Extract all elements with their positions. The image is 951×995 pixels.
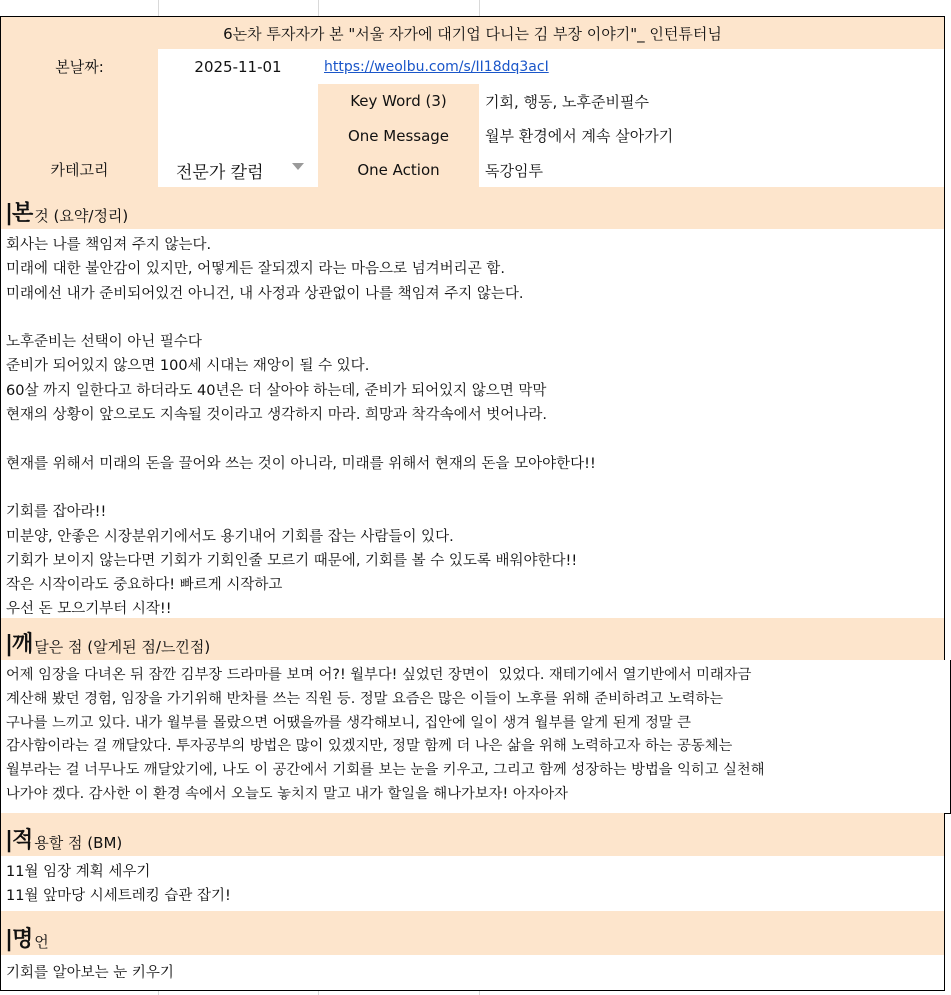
section-body-bon[interactable]: 회사는 나를 책임져 주지 않는다. 미래에 대한 불안감이 있지만, 어떻게든 잘되겠지 라는 마음으로 넘겨버리곤 함. 미래에선 내가 준비되어있건 아니건, 내 사정과 상관없이 나를 책임져 주지 않는다. 노후준비는 선택이 아닌 필수다 준비가 되어있지 않으면 100세 시대는 재앙이 될 수 있다. 60살 까지 일한다고 하더라도 40년은 더 살아야 하는데, 준비가 되어있지 않으면 막막 현재의 상황이 앞으로도 지속될 것이라고 생각하지 마라. 희망과 착각속에서 벗어나라. 현재를 위해서 미래의 돈을 끌어와 쓰는 것이 아니라, 미래를 위해서 현재의 돈을 모아야한다!! 기회를 잡아라!! 미분양, 안좋은 시장분위기에서도 용기내어 기회를 잡는 사람들이 있다. 기회가 보이지 않는다면 기회가 기회인줄 모르기 때문에, 기회를 볼 수 있도록 배워야한다!! 작은 시작이라도 중요하다! 빠르게 시작하고 우선 돈 모으기부터 시작!!: [0, 229, 945, 619]
one-action-value[interactable]: 독강임투: [479, 153, 945, 188]
section-initial: |명: [5, 927, 33, 952]
section-header-jeok: [0, 813, 945, 857]
keyword-label: Key Word (3): [318, 84, 480, 119]
section-header-myeong: [0, 911, 945, 956]
section-body-jeok[interactable]: 11월 임장 계획 세우기 11월 앞마당 시세트레킹 습관 잡기!: [0, 856, 945, 912]
source-url-link[interactable]: https://weolbu.com/s/II18dq3acI: [324, 58, 549, 75]
category-dropdown-value: 전문가 칼럼: [176, 163, 264, 183]
section-body-myeong[interactable]: 기회를 알아보는 눈 키우기: [0, 955, 945, 991]
page-title[interactable]: 6논차 투자자가 본 "서울 자가에 대기업 다니는 김 부장 이야기"_ 인턴튜터님: [0, 16, 945, 50]
gridline: [479, 0, 480, 16]
url-cell[interactable]: [318, 49, 945, 85]
section-title: 달은 점 (알게된 점/느낀점): [34, 638, 211, 656]
one-message-label: One Message: [318, 118, 480, 154]
section-title: 용할 점 (BM): [34, 834, 123, 852]
section-initial: |본: [5, 201, 33, 226]
one-message-value[interactable]: 월부 환경에서 계속 살아가기: [479, 118, 945, 154]
section-title: 언: [34, 933, 49, 951]
category-dropdown[interactable]: [158, 84, 319, 188]
date-label: 본날짜:: [0, 49, 159, 85]
section-initial: |적: [5, 828, 33, 853]
date-value-cell[interactable]: 2025-11-01: [158, 49, 319, 85]
gridline: [318, 0, 319, 16]
section-title: 것 (요약/정리): [34, 207, 129, 225]
chevron-down-icon[interactable]: [292, 163, 304, 170]
gridline: [158, 0, 159, 16]
section-initial: |깨: [5, 632, 33, 657]
keyword-value[interactable]: 기회, 행동, 노후준비필수: [479, 84, 945, 119]
category-label-cell: [0, 84, 159, 188]
one-action-label: One Action: [318, 153, 480, 188]
section-header-bon: [0, 187, 945, 230]
section-header-kkae: [0, 618, 945, 661]
section-body-kkae[interactable]: 어제 임장을 다녀온 뒤 잠깐 김부장 드라마를 보며 어?! 월부다! 싶었던 장면이 있었다. 재테기에서 열기반에서 미래자금 계산해 봤던 경험, 임장을 가기위해 반차를 쓰는 직원 등. 정말 요즘은 많은 이들이 노후를 위해 준비하려고 노력하는 구나를 느끼고 있다. 내가 월부를 몰랐으면 어땠을까를 생각해보니, 집안에 일이 생겨 월부를 알게 된게 정말 큰 감사함이라는 걸 깨달았다. 투자공부의 방법은 많이 있겠지만, 정말 함께 더 나은 삶을 위해 노력하고자 하는 공동체는 월부라는 걸 너무나도 깨달았기에, 나도 이 공간에서 기회를 보는 눈을 키우고, 그리고 함께 성장하는 방법을 익히고 실천해 나가야 겠다. 감사한 이 환경 속에서 오늘도 놓치지 말고 내가 할일을 해나가보자! 아자아자: [0, 660, 951, 814]
category-label: 카테고리: [50, 161, 109, 179]
